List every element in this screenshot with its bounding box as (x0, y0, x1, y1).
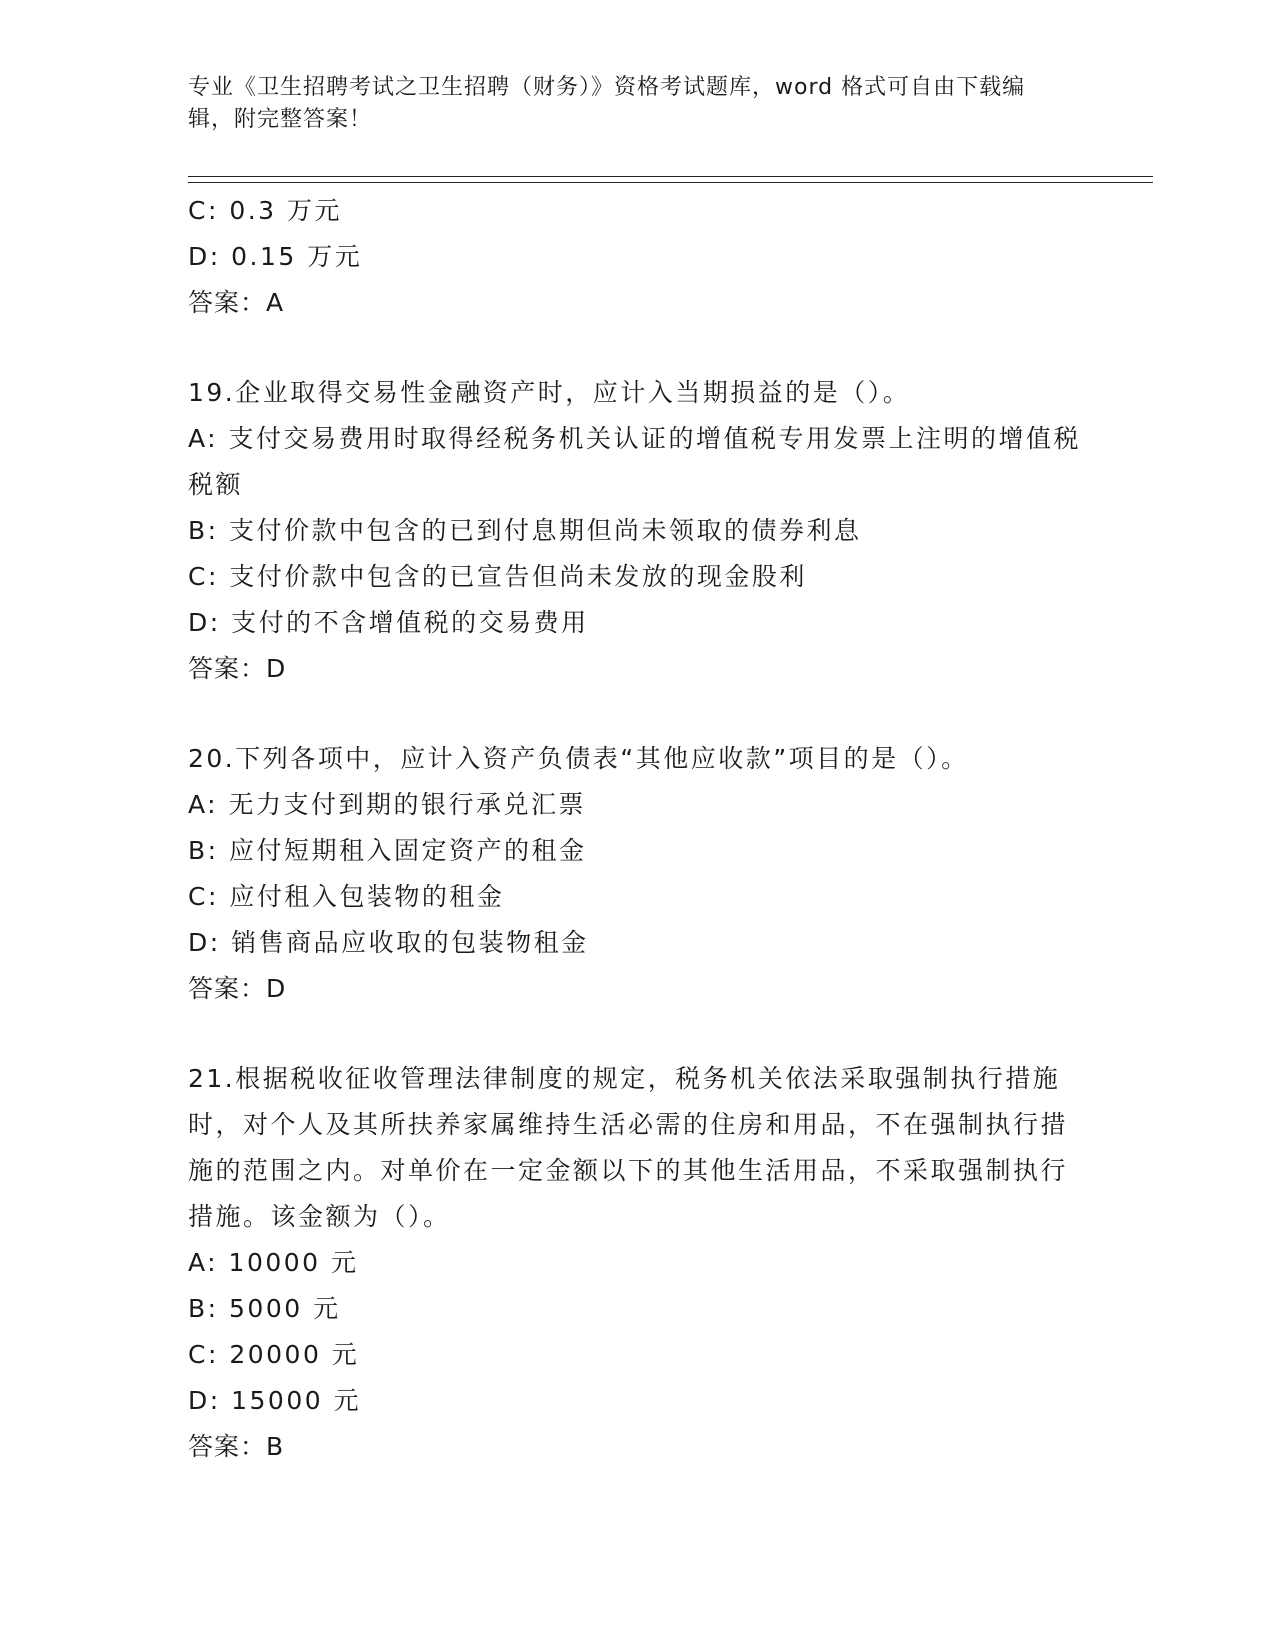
answer: 答案：A (188, 288, 285, 317)
option-b: B: 5000 元 (188, 1294, 341, 1323)
question-content (188, 188, 1088, 1470)
option-c: C: 0.3 万元 (188, 196, 343, 225)
option-d: D: 15000 元 (188, 1386, 362, 1415)
option-b: B: 应付短期租入固定资产的租金 (188, 836, 587, 865)
header-rule-bottom (188, 182, 1153, 183)
option-a: A: 无力支付到期的银行承兑汇票 (188, 790, 587, 819)
option-c: C: 支付价款中包含的已宣告但尚未发放的现金股利 (188, 562, 807, 591)
spacer (188, 692, 1088, 736)
option-a: A: 10000 元 (188, 1248, 359, 1277)
option-b: B: 支付价款中包含的已到付息期但尚未领取的债券利息 (188, 516, 862, 545)
option-d: D: 0.15 万元 (188, 242, 363, 271)
option-c: C: 20000 元 (188, 1340, 360, 1369)
option-d: D: 支付的不含增值税的交易费用 (188, 608, 589, 637)
question-stem: 19.企业取得交易性金融资产时，应计入当期损益的是（）。 (188, 378, 911, 407)
answer: 答案：B (188, 1432, 285, 1461)
header-rule-top (188, 176, 1153, 177)
option-c: C: 应付租入包装物的租金 (188, 882, 505, 911)
option-a: A: 支付交易费用时取得经税务机关认证的增值税专用发票上注明的增值税税额 (188, 424, 1082, 499)
question-stem: 20.下列各项中，应计入资产负债表“其他应收款”项目的是（）。 (188, 744, 969, 773)
spacer (188, 326, 1088, 370)
document-header: 专业《卫生招聘考试之卫生招聘（财务）》资格考试题库，word 格式可自由下载编辑，附完整答案！ (188, 75, 1026, 132)
question-stem: 21.根据税收征收管理法律制度的规定，税务机关依法采取强制执行措施时，对个人及其所扶养家属维持生活必需的住房和用品，不在强制执行措施的范围之内。对单价在一定金额以下的其他生活用品，不采取强制执行措施。该金额为（）。 (188, 1064, 1069, 1231)
spacer (188, 1012, 1088, 1056)
answer: 答案：D (188, 654, 287, 683)
answer: 答案：D (188, 974, 287, 1003)
option-d: D: 销售商品应收取的包装物租金 (188, 928, 589, 957)
